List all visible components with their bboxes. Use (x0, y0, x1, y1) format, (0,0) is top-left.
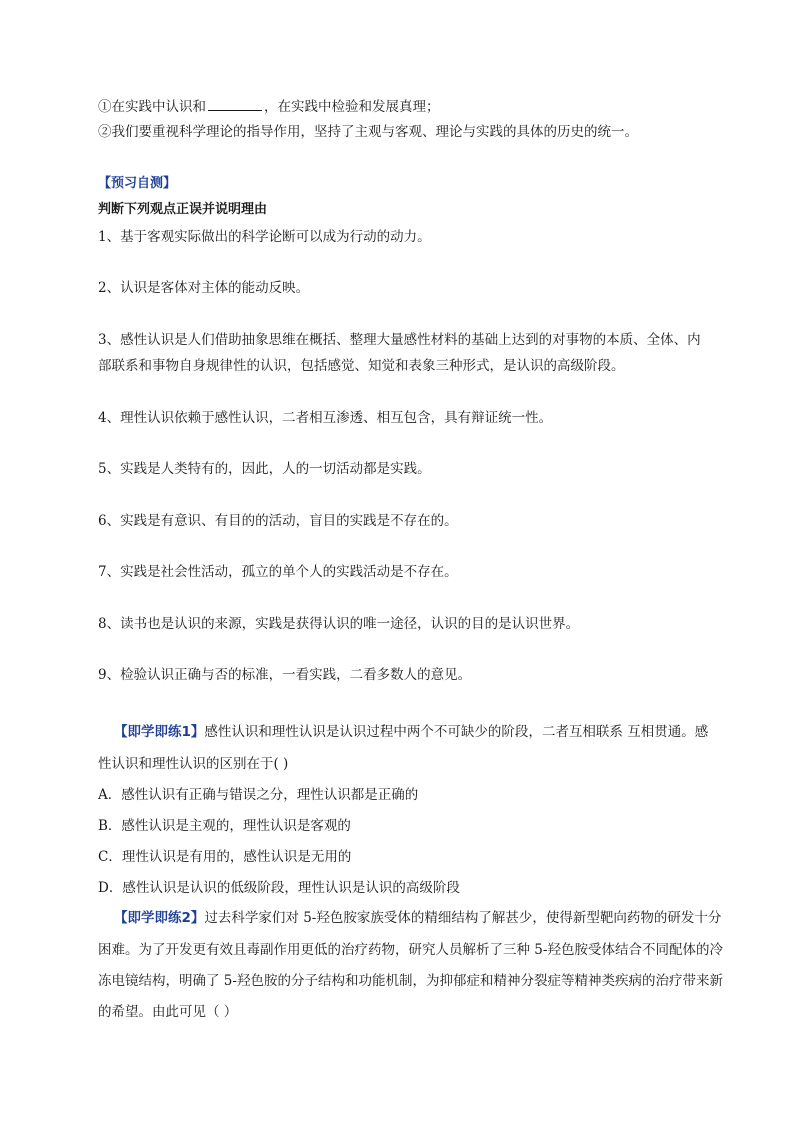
practice1-option-a[interactable]: A．感性认识有正确与错误之分，理性认识都是正确的 (98, 787, 419, 803)
intro-line-1 (98, 96, 440, 117)
practice1-stem-line-2: 性认识和理性认识的区别在于( ) (98, 756, 289, 772)
intro-line-1-before: ①在实践中认识和 (98, 99, 206, 115)
practice2-tag: 【即学即练2】 (114, 910, 205, 926)
preview-item-7: 7、实践是社会性活动，孤立的单个人的实践活动是不存在。 (98, 564, 458, 580)
practice2-stem-line-3: 冻电镜结构，明确了 5-羟色胺的分子结构和功能机制，为抑郁症和精神分裂症等精神类疾病的治疗带来新 (98, 973, 723, 989)
practice1-stem-text-1: 感性认识和理性认识是认识过程中两个不可缺少的阶段，二者互相联系 互相贯通。感 (204, 724, 709, 740)
preview-item-3: 3、感性认识是人们借助抽象思维在概括、整理大量感性材料的基础上达到的对事物的本质、全体、内 (98, 332, 701, 348)
intro-line-1-after: ，在实践中检验和发展真理； (264, 99, 440, 115)
preview-item-4: 4、理性认识依赖于感性认识，二者相互渗透、相互包含，具有辩证统一性。 (98, 410, 553, 426)
fill-in-blank[interactable] (208, 96, 262, 111)
preview-item-8: 8、读书也是认识的来源，实践是获得认识的唯一途径，认识的目的是认识世界。 (98, 616, 580, 632)
practice2-stem-text-1: 过去科学家们对 5-羟色胺家族受体的精细结构了解甚少，使得新型靶向药物的研发十分 (204, 910, 722, 926)
preview-item-5: 5、实践是人类特有的，因此，人的一切活动都是实践。 (98, 461, 431, 477)
practice1-option-b[interactable]: B．感性认识是主观的，理性认识是客观的 (98, 818, 351, 834)
preview-instruction: 判断下列观点正误并说明理由 (98, 202, 268, 217)
preview-item-2: 2、认识是客体对主体的能动反映。 (98, 280, 310, 296)
preview-item-3-cont: 部联系和事物自身规律性的认识，包括感觉、知觉和表象三种形式，是认识的高级阶段。 (98, 358, 625, 374)
practice1-stem-line-1 (114, 722, 708, 742)
practice1-option-d[interactable]: D．感性认识是认识的低级阶段，理性认识是认识的高级阶段 (98, 880, 460, 896)
practice1-option-c[interactable]: C．理性认识是有用的，感性认识是无用的 (98, 849, 352, 865)
preview-heading: 【预习自测】 (98, 176, 177, 191)
practice2-stem-line-4: 的希望。由此可见（ ） (98, 1004, 238, 1020)
preview-item-1: 1、基于客观实际做出的科学论断可以成为行动的动力。 (98, 229, 431, 245)
practice2-stem-line-1 (114, 908, 721, 928)
practice1-tag: 【即学即练1】 (114, 724, 205, 740)
preview-item-9: 9、检验认识正确与否的标准，一看实践，二看多数人的意见。 (98, 667, 472, 683)
preview-item-6: 6、实践是有意识、有目的的活动，盲目的实践是不存在的。 (98, 513, 458, 529)
intro-line-2: ②我们要重视科学理论的指导作用，坚持了主观与客观、理论与实践的具体的历史的统一。 (98, 124, 638, 140)
practice2-stem-line-2: 困难。为了开发更有效且毒副作用更低的治疗药物，研究人员解析了三种 5-羟色胺受体结合不同配体的冷 (98, 942, 723, 958)
